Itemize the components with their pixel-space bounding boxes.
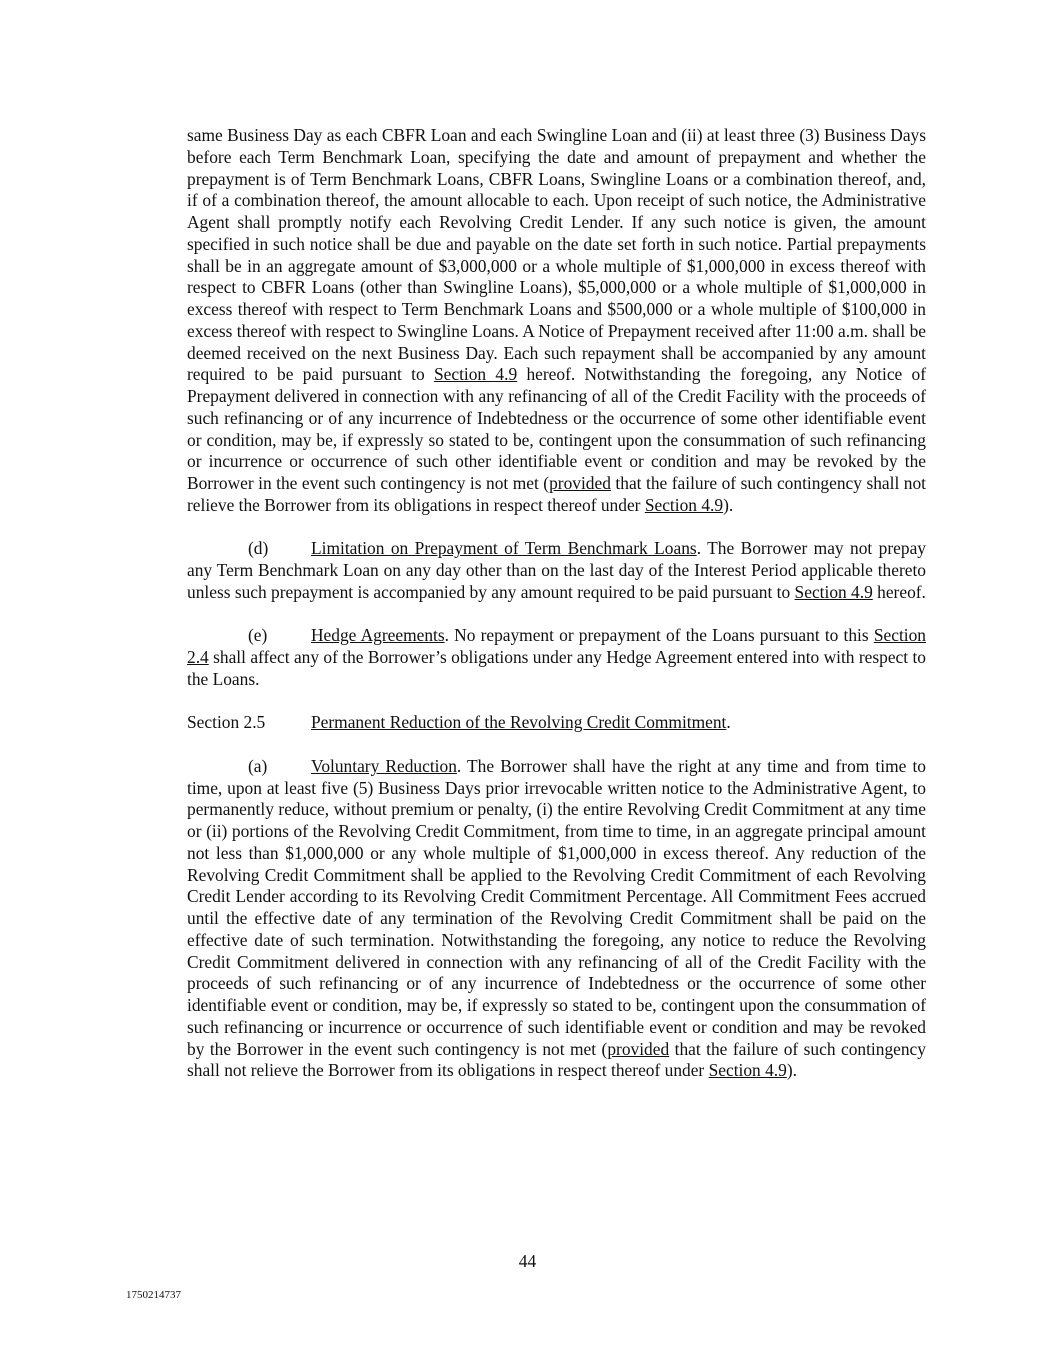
defined-term-provided: provided [549,473,611,493]
clause-heading: Voluntary Reduction [311,755,457,776]
paragraph-text: ). [786,1060,797,1081]
page-number: 44 [518,1251,537,1271]
section-number: Section 2.5 [187,712,266,733]
cross-reference: Section 2.4 [187,625,926,667]
cross-reference: Section 4.9 [794,581,873,602]
section-heading-2-5 [187,712,926,734]
paragraph-text: shall affect any of the Borrower’s obligations under any Hedge Agreement entered into with respect to the Loans. [187,647,926,689]
defined-term-provided: provided [607,1038,670,1059]
paragraph-hedge-agreements [187,625,926,690]
cross-reference: Section 4.9 [433,364,518,385]
paragraph-voluntary-reduction [187,756,926,1082]
cross-reference: Section 4.9 [708,1060,787,1081]
clause-label: (a) [248,755,268,776]
clause-heading: Hedge Agreements [311,625,445,646]
paragraph-text: same Business Day as each CBFR Loan and each Swingline Loan and (ii) at least three (3) Business Days before each Term Benchmark Loan, specifying the date and amount of prepayment and whether the prepayment is of Term Benchmark Loans, CBFR Loans, Swingline Loans or a combination thereof, and, if of a combination thereof, the amount allocable to each. Upon receipt of such notice, the Administrative Agent shall promptly notify each Revolving Credit Lender. If any such notice is given, the amount specified in such notice shall be due and payable on the date set forth in such notice. Partial prepayments shall be in an aggregate amount of $3,000,000 or a whole multiple of $1,000,000 in excess thereof with respect to CBFR Loans (other than Swingline Loans), $5,000,000 or a whole multiple of $1,000,000 in excess thereof with respect to Term Benchmark Loans and $500,000 or a whole multiple of $100,000 in excess thereof with respect to Swingline Loans. A Notice of Prepayment received after 11:00 a.m. shall be deemed received on the next Business Day. Each such repayment shall be accompanied by any amount required to be paid pursuant to [187,125,926,385]
paragraph-text: hereof. Notwithstanding the foregoing, any Notice of Prepayment delivered in connection with any refinancing of all of the Credit Facility with the proceeds of such refinancing or of any incurrence of Indebtedness or the occurrence of some other identifiable event or condition, may be, if expressly so stated to be, contingent upon the consummation of such refinancing or incurrence or occurrence of such other identifiable event or condition and may be revoked by the Borrower in the event such contingency is not met ( [187,364,927,493]
paragraph-text: . The Borrower shall have the right at any time and from time to time, upon at least five (5) Business Days prior irrevocable written notice to the Administrative Agent, to permanently reduce, without premium or penalty, (i) the entire Revolving Credit Commitment at any time or (ii) portions of the Revolving Credit Commitment, from time to time, in an aggregate principal amount not less than $1,000,000 or any whole multiple of $1,000,000 in excess thereof. Any reduction of the Revolving Credit Commitment shall be applied to the Revolving Credit Commitment of each Revolving Credit Lender according to its Revolving Credit Commitment Percentage. All Commitment Fees accrued until the effective date of any termination of the Revolving Credit Commitment shall be paid on the effective date of such termination. Notwithstanding the foregoing, any notice to reduce the Revolving Credit Commitment delivered in connection with any refinancing of all of the Credit Facility with the proceeds of such refinancing or of any incurrence of Indebtedness or the occurrence of some other identifiable event or condition, may be, if expressly so stated to be, contingent upon the consummation of such refinancing or incurrence or occurrence of such identifiable event or condition and may be revoked by the Borrower in the event such contingency is not met ( [187,755,926,1059]
paragraph-text: . No repayment or prepayment of the Loans pursuant to this [444,625,874,646]
paragraph-text: . The Borrower may not prepay any Term Benchmark Loan on any day other than on the last day of the Interest Period applicable thereto unless such prepayment is accompanied by any amount required to be paid pursuant to [187,538,926,602]
document-body [187,125,926,1104]
paragraph-limitation-prepayment [187,538,926,603]
paragraph-text: that the failure of such contingency shall not relieve the Borrower from its obligations in respect thereof under [187,473,927,515]
paragraph-text: hereof. [872,581,926,602]
section-title: Permanent Reduction of the Revolving Credit Commitment [311,712,727,733]
clause-label: (e) [248,625,268,646]
clause-heading: Limitation on Prepayment of Term Benchmark Loans [311,538,697,559]
paragraph-text: that the failure of such contingency shall not relieve the Borrower from its obligations in respect thereof under [187,1038,926,1081]
paragraph-prepayment-notice [187,125,926,517]
clause-label: (d) [248,538,269,559]
paragraph-text: ). [723,494,734,515]
document-id: 1750214737 [126,1289,181,1301]
section-title-end: . [726,712,731,733]
cross-reference: Section 4.9 [644,494,724,515]
